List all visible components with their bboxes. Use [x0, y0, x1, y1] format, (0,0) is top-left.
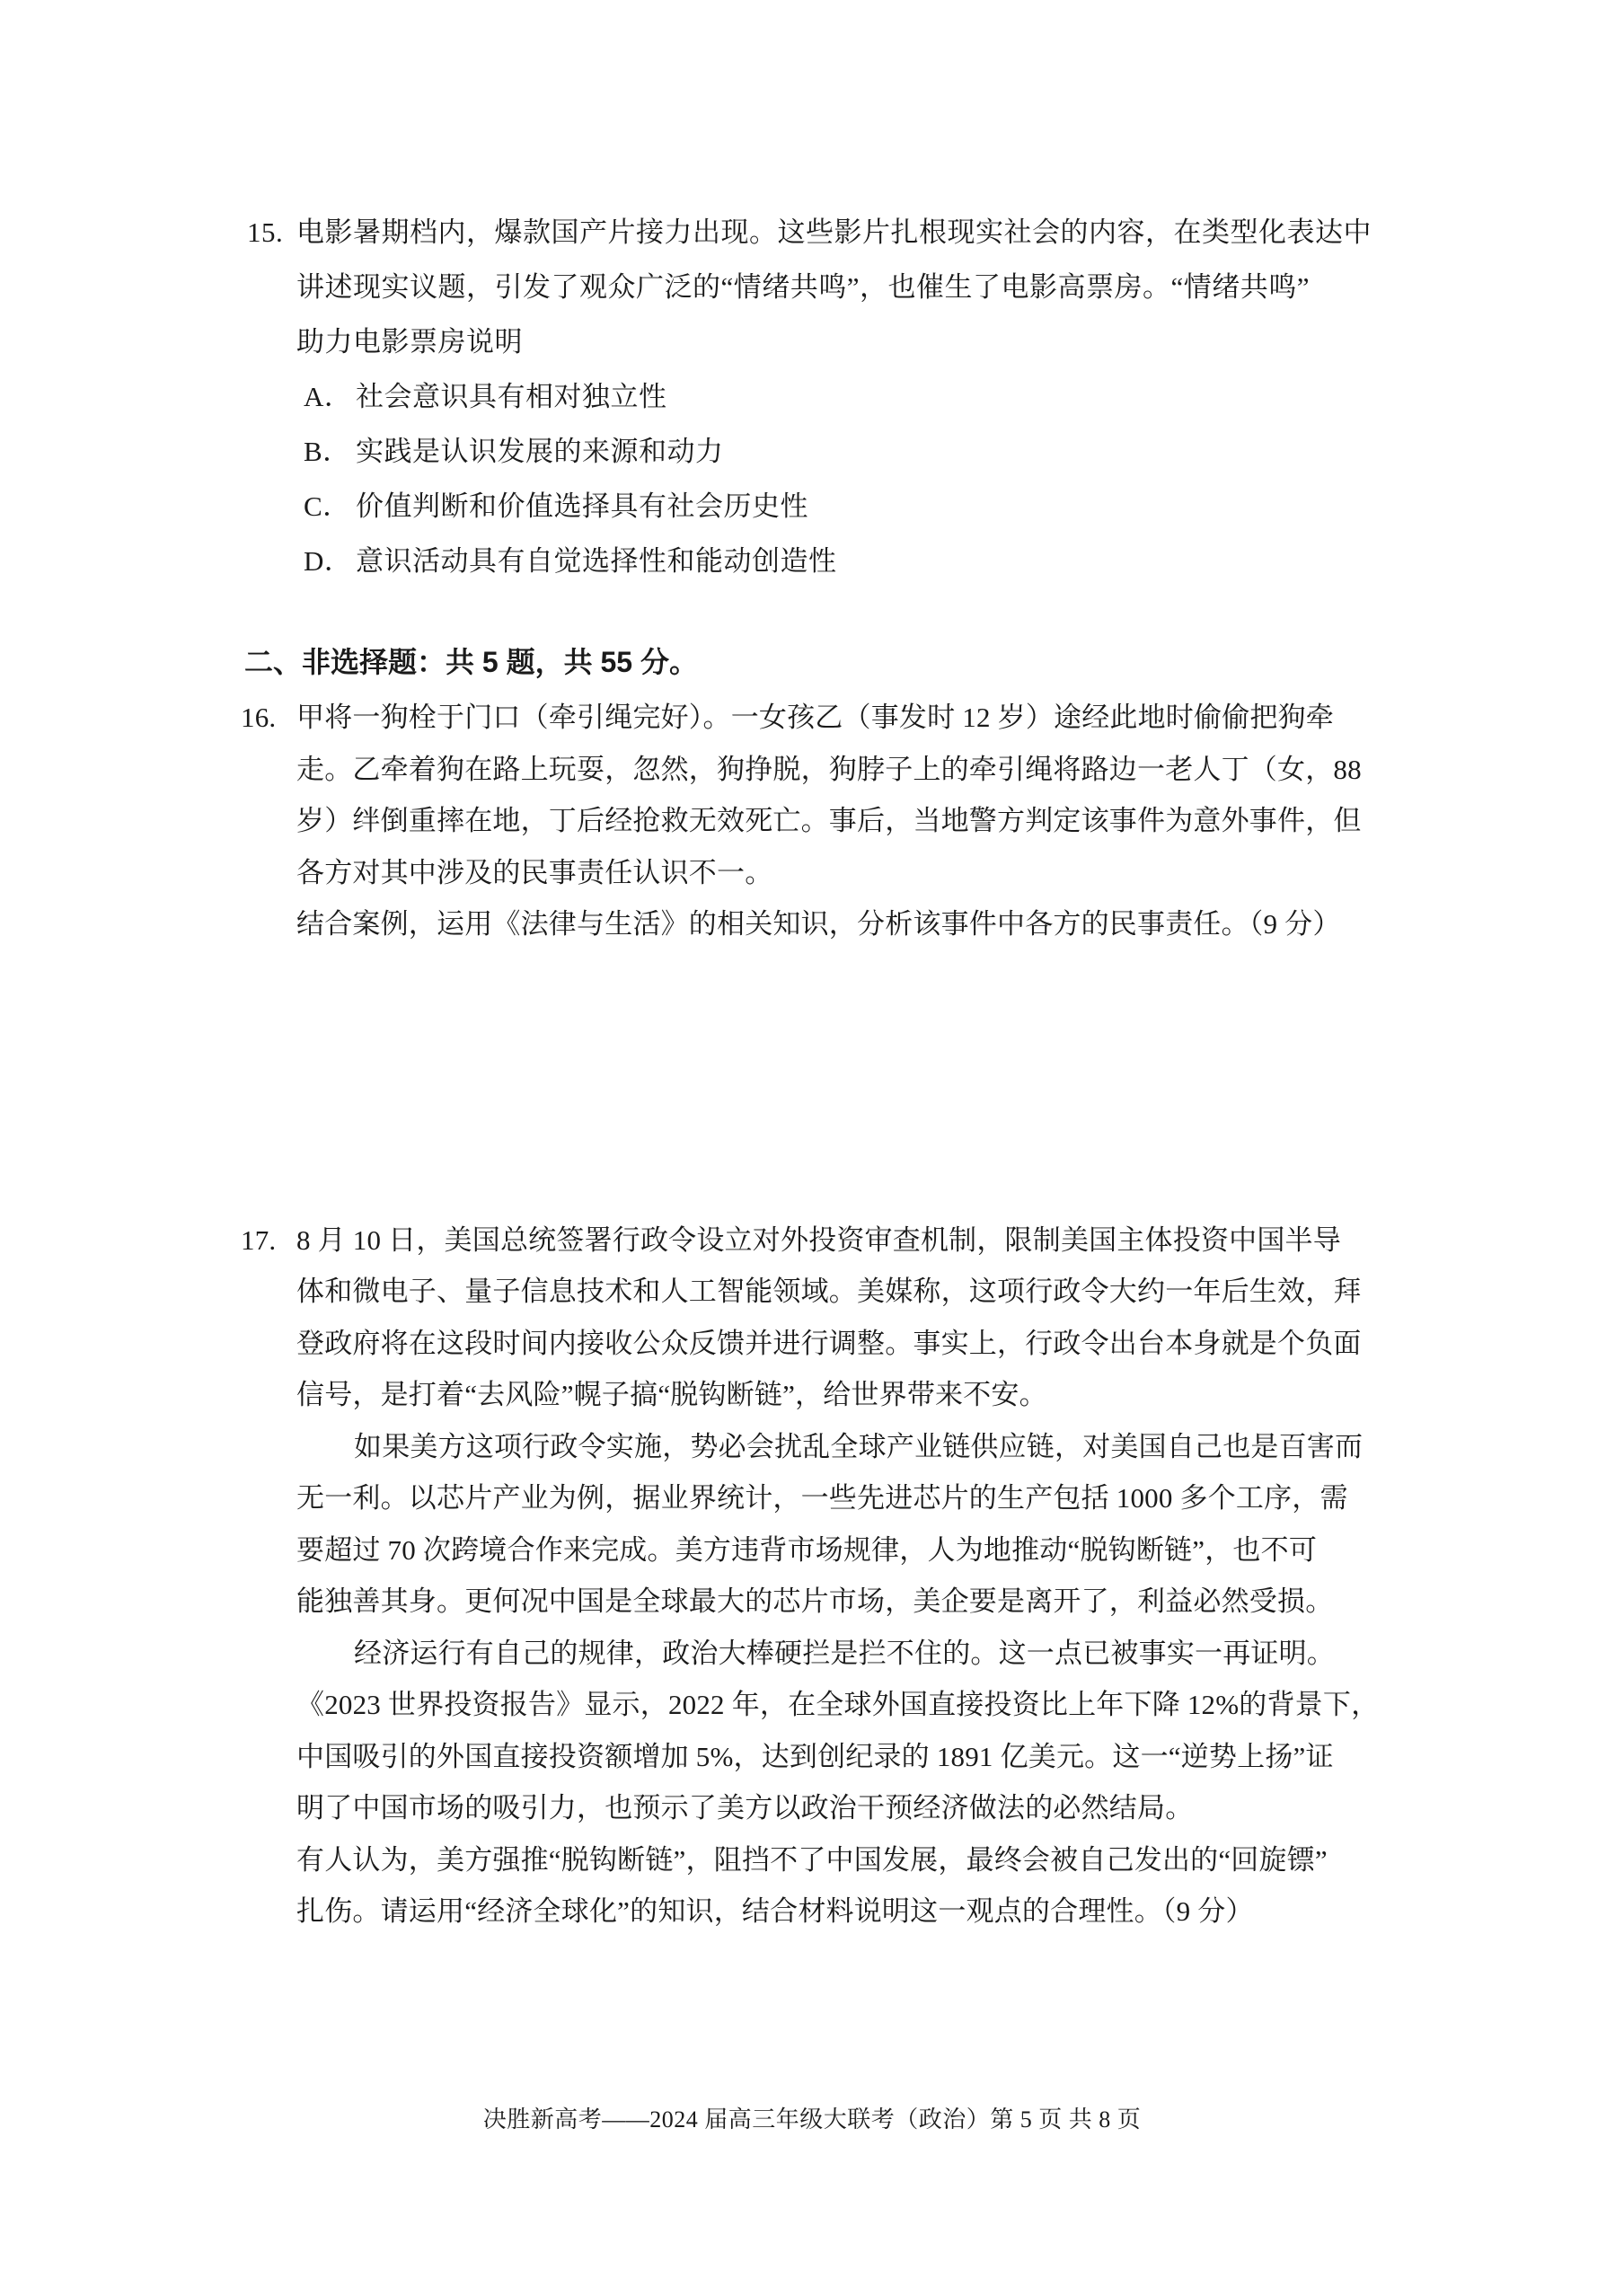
- question-17-line: 有人认为，美方强推“脱钩断链”，阻挡不了中国发展，最终会被自己发出的“回旋镖”: [296, 1843, 1328, 1876]
- option-d-label: D．: [304, 545, 353, 577]
- option-b-text: 实践是认识发展的来源和动力: [356, 436, 724, 467]
- question-17-number: 17.: [241, 1223, 277, 1256]
- question-17-line: 无一利。以芯片产业为例，据业界统计，一些先进芯片的生产包括 1000 多个工序，需: [296, 1482, 1348, 1514]
- option-b-label: B．: [304, 436, 351, 467]
- question-15-option-d: [304, 534, 1410, 588]
- question-15: [247, 205, 1410, 588]
- question-15-stem-line: 讲述现实议题，引发了观众广泛的“情绪共鸣”，也催生了电影高票房。“情绪共鸣”: [296, 271, 1311, 303]
- question-17-line: 如果美方这项行政令实施，势必会扰乱全球产业链供应链，对美国自己也是百害而: [354, 1430, 1364, 1462]
- question-17: [241, 1214, 1410, 1938]
- question-16-line: 走。乙牵着狗在路上玩耍，忽然，狗挣脱，狗脖子上的牵引绳将路边一老人丁（女，88: [296, 753, 1362, 785]
- page-footer: 决胜新高考——2024 届高三年级大联考（政治）第 5 页 共 8 页: [482, 2106, 1142, 2133]
- question-15-number: 15.: [247, 216, 284, 248]
- option-d-text: 意识活动具有自觉选择性和能动创造性: [356, 545, 837, 577]
- question-17-task-line: 扎伤。请运用“经济全球化”的知识，结合材料说明这一观点的合理性。（9 分）: [296, 1895, 1254, 1927]
- question-16-line: 岁）绊倒重摔在地，丁后经抢救无效死亡。事后，当地警方判定该事件为意外事件，但: [296, 805, 1362, 836]
- question-17-line: 能独善其身。更何况中国是全球最大的芯片市场，美企要是离开了，利益必然受损。: [296, 1585, 1334, 1617]
- question-15-stem-line: [247, 205, 1410, 260]
- question-17-line: 体和微电子、量子信息技术和人工智能领域。美媒称，这项行政令大约一年后生效，拜: [296, 1276, 1362, 1307]
- question-16-number: 16.: [241, 702, 277, 733]
- question-16-line: 各方对其中涉及的民事责任认识不一。: [296, 856, 773, 888]
- question-17-line: [241, 1214, 1410, 1267]
- question-15-stem-line: 助力电影票房说明: [296, 326, 523, 358]
- option-a-text: 社会意识具有相对独立性: [356, 381, 667, 412]
- question-16-task-line: 结合案例，运用《法律与生活》的相关知识，分析该事件中各方的民事责任。（9 分）: [296, 908, 1341, 940]
- question-17-text: 8 月 10 日，美国总统签署行政令设立对外投资审查机制，限制美国主体投资中国半导: [296, 1223, 1341, 1256]
- question-17-line: 《2023 世界投资报告》显示，2022 年，在全球外国直接投资比上年下降 12%的背景下，: [296, 1689, 1380, 1720]
- question-16: [241, 692, 1410, 950]
- question-15-option-b: [304, 424, 1410, 479]
- option-c-label: C．: [304, 490, 351, 522]
- question-17-line: 中国吸引的外国直接投资额增加 5%，达到创纪录的 1891 亿美元。这一“逆势上扬”证: [296, 1740, 1334, 1772]
- question-16-line: [241, 692, 1410, 744]
- question-17-line: 登政府将在这段时间内接收公众反馈并进行调整。事实上，行政令出台本身就是个负面: [296, 1327, 1362, 1359]
- question-17-line: 信号，是打着“去风险”幌子搞“脱钩断链”，给世界带来不安。: [296, 1379, 1047, 1410]
- section-2-heading: 二、非选择题：共 5 题，共 55 分。: [244, 646, 698, 678]
- question-15-stem-text: 电影暑期档内，爆款国产片接力出现。这些影片扎根现实社会的内容，在类型化表达中: [296, 216, 1372, 248]
- question-16-text: 甲将一狗栓于门口（牵引绳完好）。一女孩乙（事发时 12 岁）途经此地时偷偷把狗牵: [296, 702, 1334, 733]
- question-17-line: 明了中国市场的吸引力，也预示了美方以政治干预经济做法的必然结局。: [296, 1792, 1194, 1824]
- question-17-line: 经济运行有自己的规律，政治大棒硬拦是拦不住的。这一点已被事实一再证明。: [354, 1637, 1335, 1669]
- question-17-line: 要超过 70 次跨境合作来完成。美方违背市场规律，人为地推动“脱钩断链”，也不可: [296, 1533, 1318, 1566]
- option-a-label: A．: [304, 381, 353, 412]
- question-15-option-c: [304, 479, 1410, 534]
- exam-content: [241, 205, 1410, 1938]
- question-15-option-a: [304, 369, 1410, 424]
- option-c-text: 价值判断和价值选择具有社会历史性: [356, 490, 808, 522]
